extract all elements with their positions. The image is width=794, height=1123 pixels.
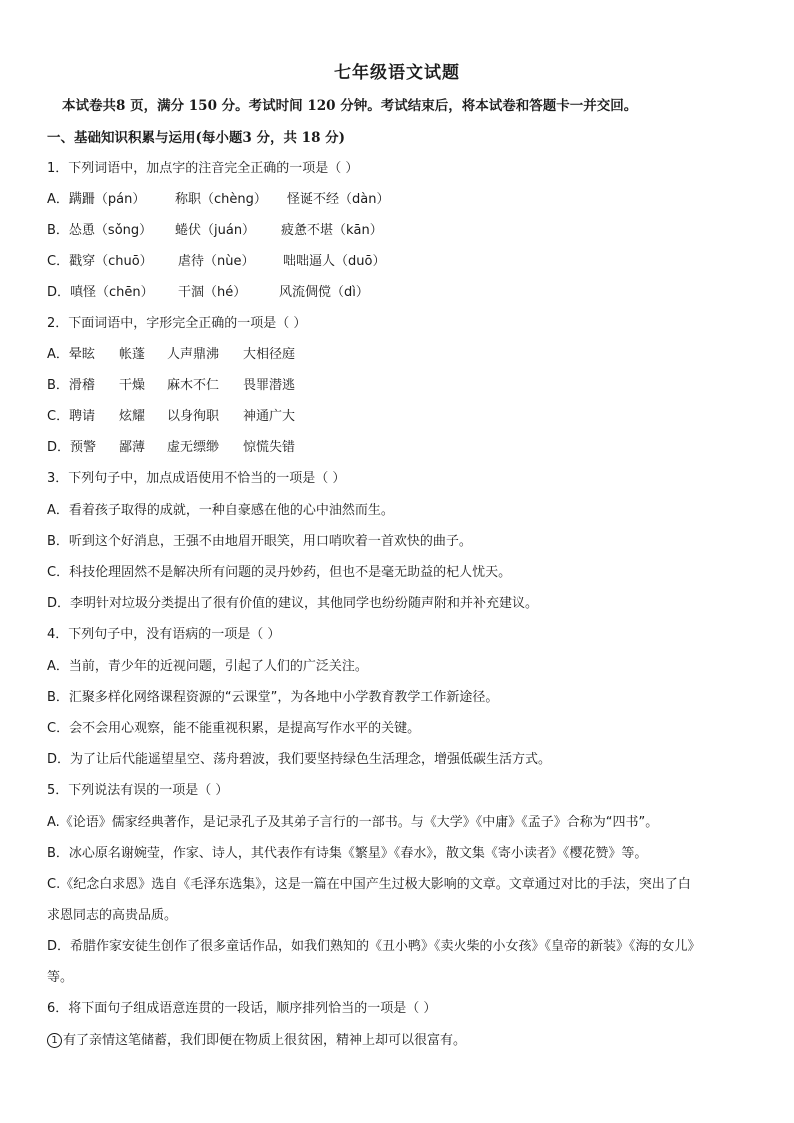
option-word: B．滑稽: [47, 378, 95, 393]
exam-notice: 本试卷共8 页，满分 150 分。考试时间 120 分钟。考试结束后，将本试卷和答题卡一并交回。: [62, 98, 638, 114]
option-word: 惊慌失错: [243, 440, 296, 455]
question-1-option-d: [47, 283, 767, 303]
option-word: D．嗔怪（chēn）: [47, 285, 154, 300]
option-word: C．聘请: [47, 409, 96, 424]
question-5-option-d-cont: 等。: [47, 970, 74, 985]
question-4-option-c: C．会不会用心观察，能不能重视积累，是提高写作水平的关键。: [47, 721, 421, 736]
option-word: A．蹒跚（pán）: [47, 192, 146, 207]
option-word: 炫耀: [119, 409, 146, 424]
question-4-option-a: A．当前，青少年的近视问题，引起了人们的广泛关注。: [47, 659, 368, 674]
question-2-option-d: [47, 438, 767, 458]
question-3-option-d: D．李明针对垃圾分类提出了很有价值的建议，其他同学也纷纷随声附和并补充建议。: [47, 596, 539, 611]
option-word: 麻木不仁: [167, 378, 220, 393]
option-word: 怪诞不经（dàn）: [287, 192, 390, 207]
option-word: 虚无缥缈: [167, 440, 220, 455]
question-3-option-c: C．科技伦理固然不是解决所有问题的灵丹妙药，但也不是毫无助益的杞人忧天。: [47, 565, 512, 580]
question-2-option-c: [47, 407, 767, 427]
option-word: D．预警: [47, 440, 97, 455]
option-word: 蜷伏（juán）: [175, 223, 256, 238]
question-5-option-b: B．冰心原名谢婉莹，作家、诗人，其代表作有诗集《繁星》《春水》，散文集《寄小读者》《樱花赞》等。: [47, 846, 648, 861]
option-word: 咄咄逼人（duō）: [283, 254, 386, 269]
question-1-option-a: [47, 190, 767, 210]
question-3-option-b: B．听到这个好消息，王强不由地眉开眼笑，用口哨吹着一首欢快的曲子。: [47, 534, 472, 549]
page-title: 七年级语文试题: [334, 63, 460, 83]
option-word: 畏罪潜逃: [243, 378, 296, 393]
question-1-option-c: [47, 252, 767, 272]
question-4-stem: 4．下列句子中，没有语病的一项是（ ）: [47, 627, 281, 642]
question-4-option-d: D．为了让后代能遥望星空、荡舟碧波，我们要坚持绿色生活理念，增强低碳生活方式。: [47, 752, 552, 767]
option-word: 神通广大: [243, 409, 296, 424]
option-word: C．戳穿（chuō）: [47, 254, 153, 269]
question-1-option-b: [47, 221, 767, 241]
option-word: 虐待（nùe）: [178, 254, 255, 269]
option-word: B．怂恿（sǒng）: [47, 223, 153, 238]
question-2-option-b: [47, 376, 767, 396]
option-word: 称职（chèng）: [175, 192, 267, 207]
option-word: A．晕眩: [47, 347, 95, 362]
sentence-text: 有了亲情这笔储蓄，我们即便在物质上很贫困，精神上却可以很富有。: [63, 1033, 467, 1048]
option-word: 干燥: [119, 378, 146, 393]
option-word: 人声鼎沸: [167, 347, 220, 362]
option-word: 以身徇职: [167, 409, 220, 424]
option-word: 干涸（hé）: [178, 285, 247, 300]
option-word: 帐蓬: [119, 347, 146, 362]
question-5-option-d: D．希腊作家安徒生创作了很多童话作品，如我们熟知的《丑小鸭》《卖火柴的小女孩》《皇帝的新装》《海的女儿》: [47, 939, 701, 954]
question-4-option-b: B．汇聚多样化网络课程资源的“云课堂”，为各地中小学教育教学工作新途径。: [47, 690, 499, 705]
question-3-stem: 3．下列句子中，加点成语使用不恰当的一项是（ ）: [47, 471, 346, 486]
section-heading: 一、基础知识积累与运用(每小题3 分，共 18 分): [47, 130, 346, 146]
question-2-option-a: [47, 345, 767, 365]
option-word: 疲惫不堪（kān）: [281, 223, 383, 238]
question-3-option-a: A．看着孩子取得的成就，一种自豪感在他的心中油然而生。: [47, 503, 394, 518]
question-5-option-a: A.《论语》儒家经典著作，是记录孔子及其弟子言行的一部书。与《大学》《中庸》《孟子》合称为“四书”。: [47, 815, 659, 830]
question-5-option-c: C.《纪念白求恩》选自《毛泽东选集》，这是一篇在中国产生过极大影响的文章。文章通过对比的手法，突出了白: [47, 877, 691, 892]
option-word: 风流倜傥（dì）: [279, 285, 369, 300]
option-word: 大相径庭: [243, 347, 296, 362]
option-word: 鄙薄: [119, 440, 146, 455]
question-5-stem: 5．下列说法有误的一项是（ ）: [47, 783, 229, 798]
question-5-option-c-cont: 求恩同志的高贵品质。: [47, 908, 178, 923]
circled-number-marker: 1: [47, 1033, 62, 1048]
question-6-stem: 6．将下面句子组成语意连贯的一段话，顺序排列恰当的一项是（ ）: [47, 1001, 437, 1016]
question-2-stem: 2．下面词语中，字形完全正确的一项是（ ）: [47, 316, 307, 331]
question-1-stem: 1．下列词语中，加点字的注音完全正确的一项是（ ）: [47, 161, 359, 176]
question-6-sentence-1: [47, 1031, 767, 1051]
